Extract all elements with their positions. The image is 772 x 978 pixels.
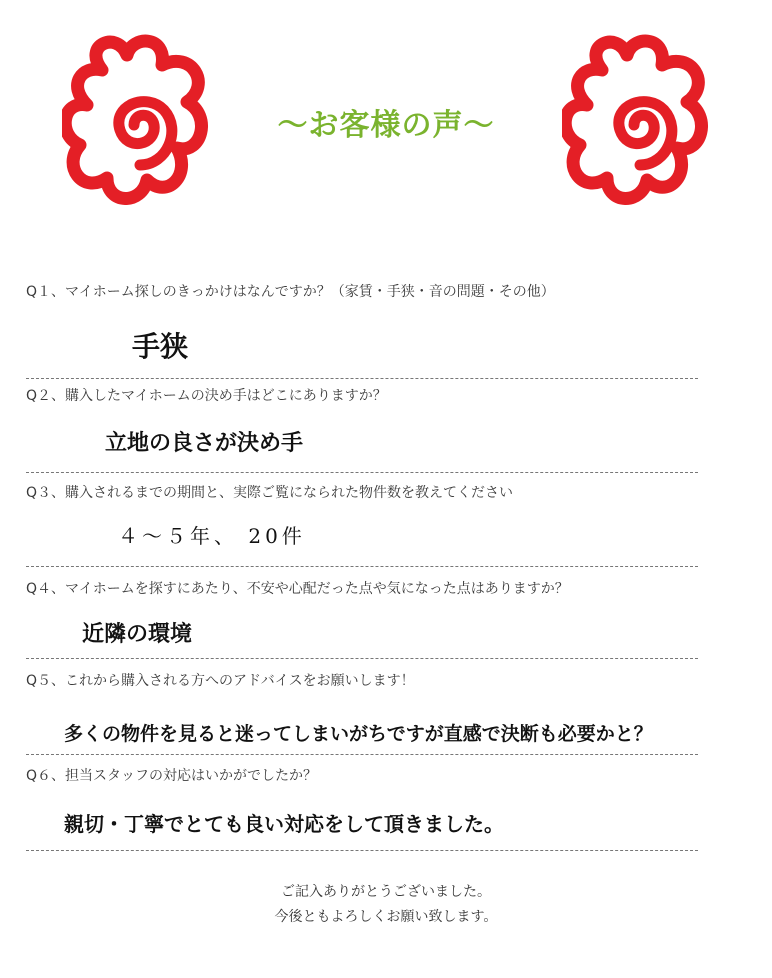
question-2-label: Q２、購入したマイホームの決め手はどこにありますか？ [26, 388, 387, 404]
divider-3 [26, 566, 698, 567]
question-6-label: Q６、担当スタッフの対応はいかがでしたか？ [26, 768, 318, 784]
answer-1: 手狭 [132, 330, 189, 363]
question-1-label: Q１、マイホーム探しのきっかけはなんですか？（家賃・手狭・音の問題・その他） [26, 284, 555, 300]
divider-1 [26, 378, 698, 379]
answer-4: 近隣の環境 [82, 621, 193, 647]
question-5-label: Q５、これから購入される方へのアドバイスをお願いします！ [26, 673, 415, 689]
divider-4 [26, 658, 698, 659]
page-title: 〜お客様の声〜 [277, 108, 495, 143]
question-3-label: Q３、購入されるまでの期間と、実際ご覧になられた物件数を教えてください [26, 485, 514, 501]
answer-3: ４〜５年、 20件 [118, 524, 306, 548]
question-4-label: Q４、マイホームを探すにあたり、不安や心配だった点や気になった点はありますか？ [26, 581, 569, 597]
answer-2: 立地の良さが決め手 [105, 430, 304, 456]
divider-2 [26, 472, 698, 473]
answer-6: 親切・丁寧でとても良い対応をして頂きました。 [64, 812, 504, 836]
divider-5 [26, 754, 698, 755]
divider-6 [26, 850, 698, 851]
footer-thanks: ご記入ありがとうございました。 [281, 884, 491, 900]
footer-regards: 今後ともよろしくお願い致します。 [274, 909, 498, 925]
answer-5: 多くの物件を見ると迷ってしまいがちですが直感で決断も必要かと？ [64, 723, 653, 745]
